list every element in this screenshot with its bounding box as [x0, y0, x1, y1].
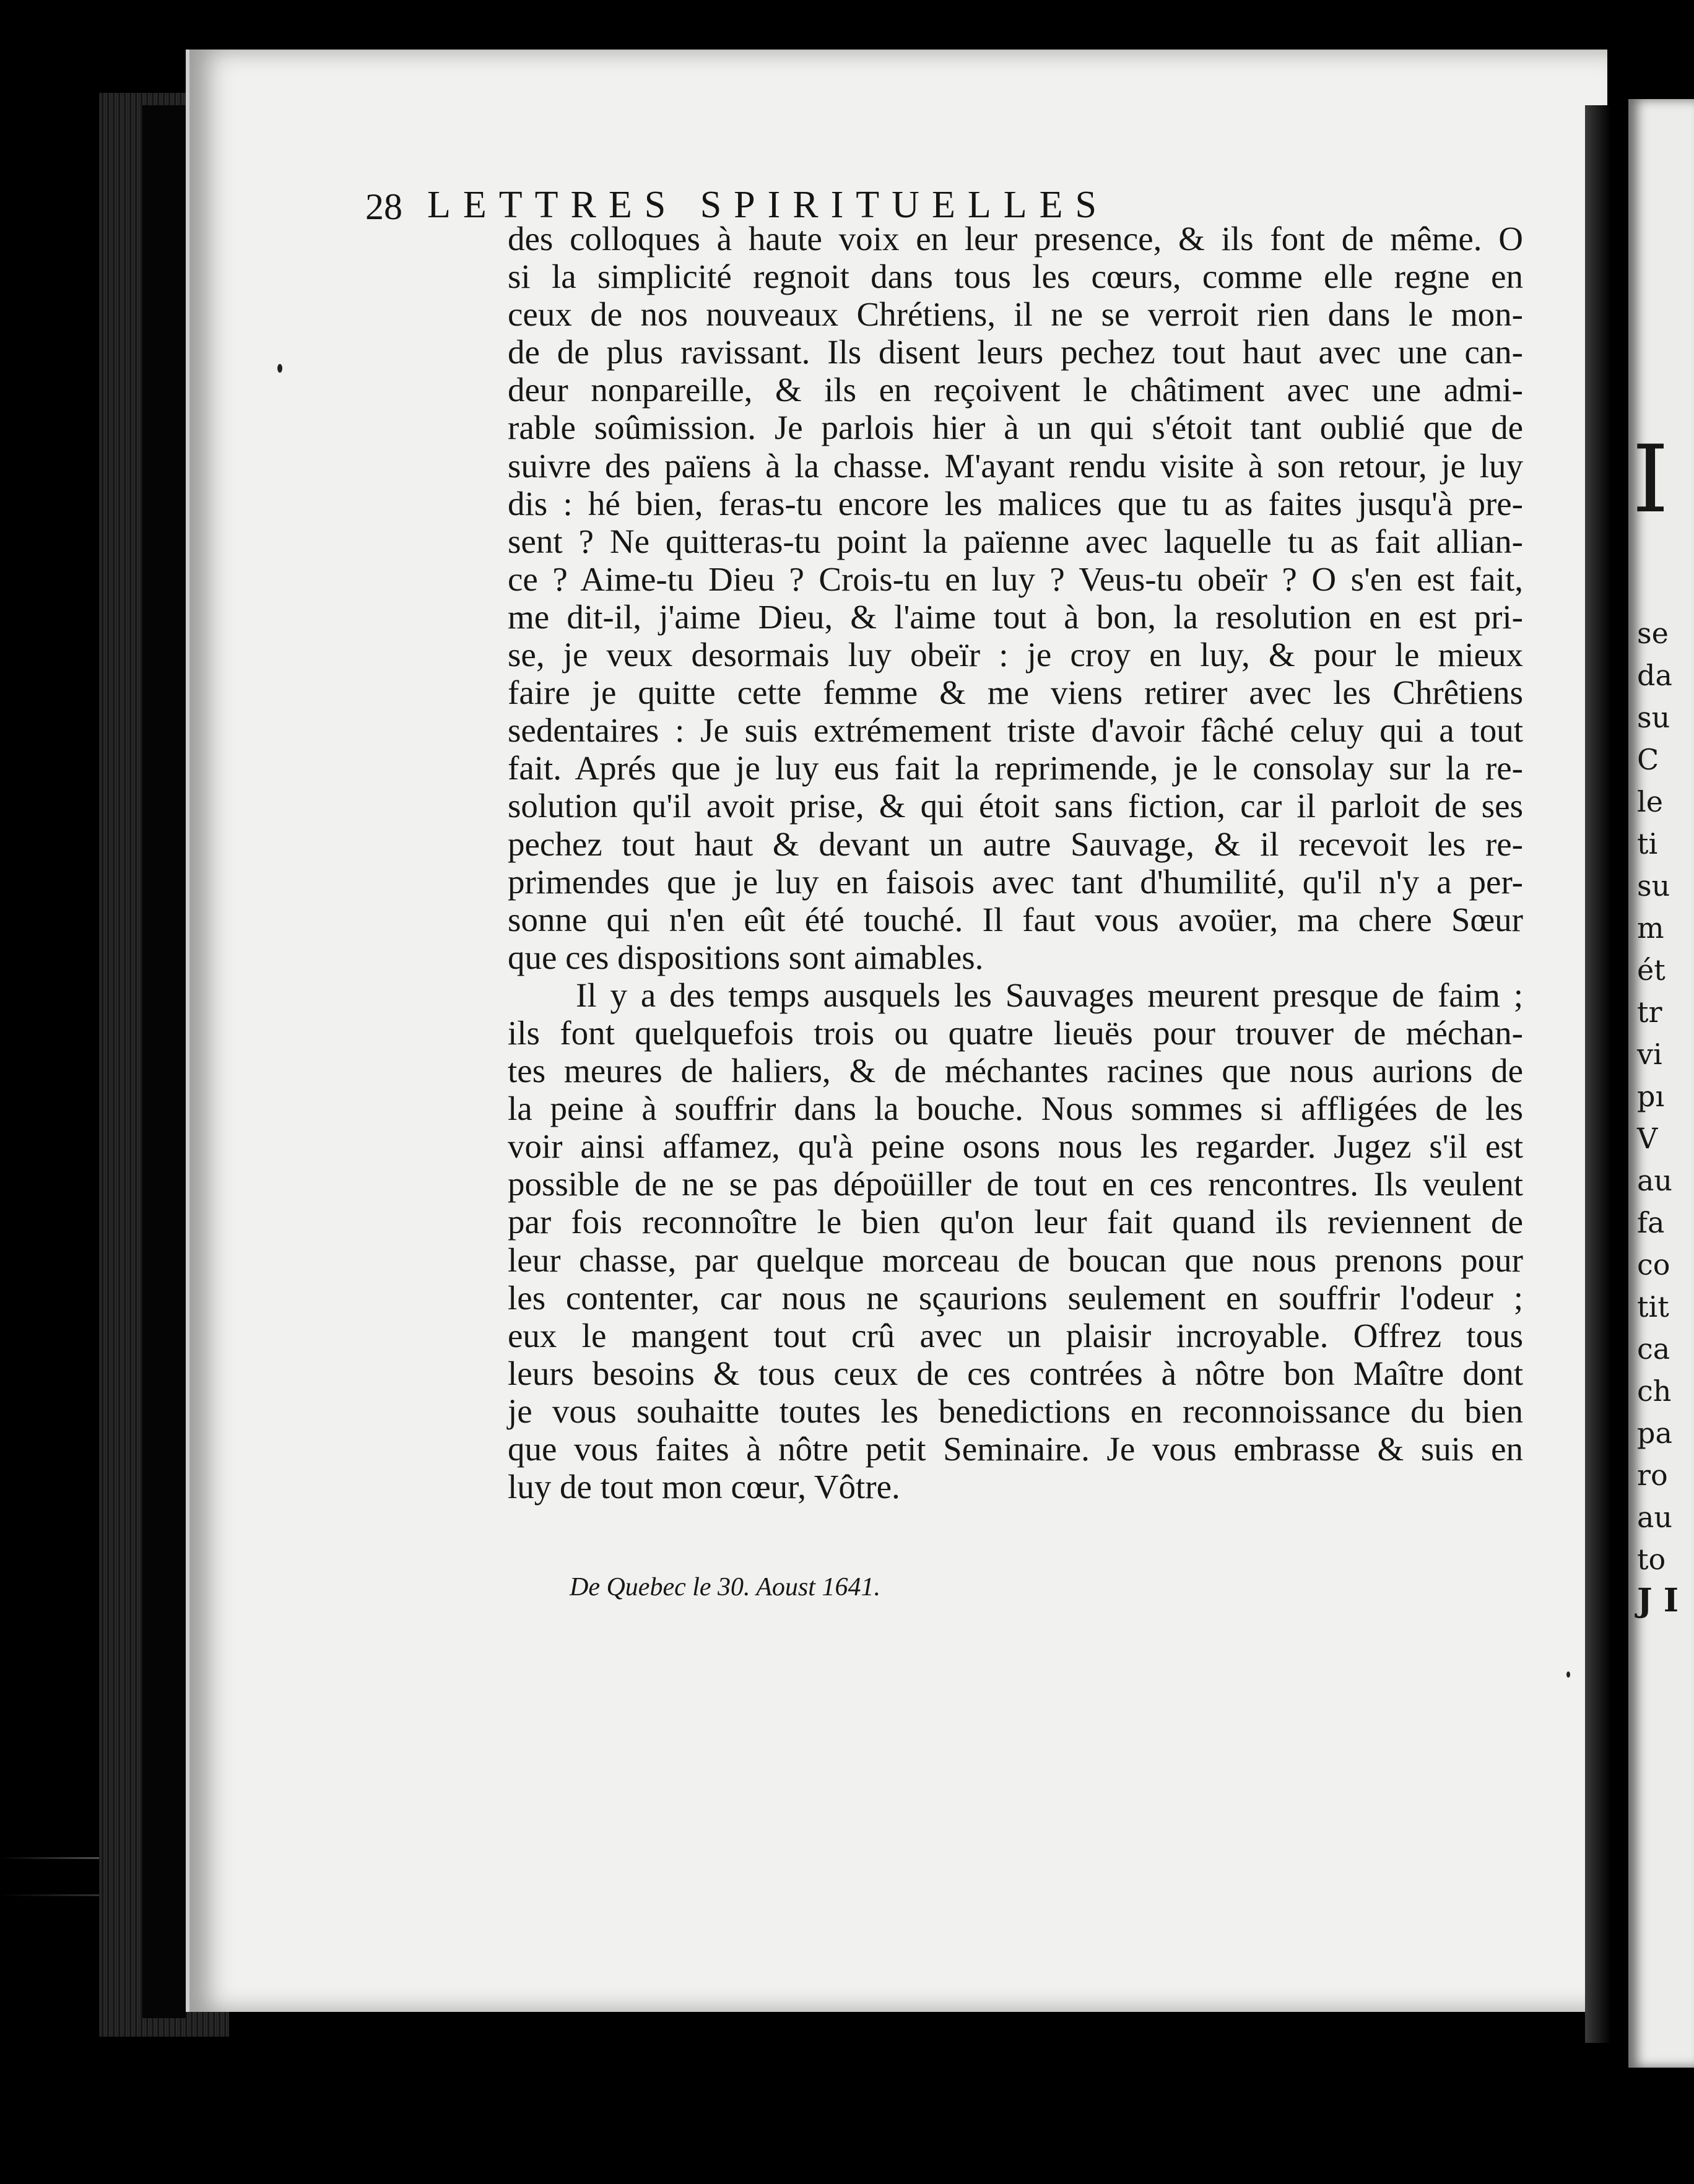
text-line: luy de tout mon cœur, Vôtre. — [508, 1468, 900, 1506]
facing-page-fragment: I — [1632, 426, 1669, 534]
text-line: deur nonpareille, & ils en reçoivent le châtiment avec une admi- — [508, 371, 1523, 409]
facing-page-fragment: le — [1637, 785, 1663, 818]
page-number: 28 — [365, 186, 402, 227]
text-line: je vous souhaitte toutes les benedictions en reconnoissance du bien — [508, 1392, 1523, 1430]
facing-page-fragment: fa — [1637, 1206, 1665, 1239]
text-line: primendes que je luy en faisois avec tant d'humilité, qu'il n'y a per- — [508, 862, 1523, 901]
text-line: sedentaires : Je suis extrémement triste d'avoir fâché celuy qui a tout — [508, 711, 1523, 750]
text-line: ils font quelquefois trois ou quatre lieuës pour trouver de méchan- — [508, 1013, 1523, 1052]
text-line: rable soûmission. Je parlois hier à un qui s'étoit tant oublié que de — [508, 409, 1523, 447]
letter-body — [508, 220, 1523, 1506]
text-line: les contenter, car nous ne sçaurions seulement en souffrir l'odeur ; — [508, 1278, 1523, 1317]
facing-page-fragment: tit — [1637, 1290, 1669, 1324]
text-line: des colloques à haute voix en leur presence, & ils font de même. O — [508, 220, 1523, 258]
text-line: suivre des païens à la chasse. M'ayant rendu visite à son retour, je luy — [508, 446, 1523, 485]
dateline: De Quebec le 30. Aoust 1641. — [570, 1573, 880, 1601]
facing-page-fragment: ro — [1637, 1458, 1668, 1492]
facing-page-fragment: m — [1637, 911, 1664, 945]
text-line: que vous faites à nôtre petit Seminaire. Je vous embrasse & suis en — [508, 1430, 1523, 1468]
text-line: pechez tout haut & devant un autre Sauvage, & il recevoit les re- — [508, 825, 1523, 863]
facing-page-fragment: da — [1637, 659, 1672, 692]
facing-page-fragment: au — [1637, 1501, 1673, 1534]
text-line: dis : hé bien, feras-tu encore les malices que tu as faites jusqu'à pre- — [508, 484, 1523, 522]
facing-page-fragment: J I — [1637, 1582, 1679, 1619]
text-line: par fois reconnoître le bien qu'on leur fait quand ils reviennent de — [508, 1203, 1523, 1241]
facing-page-fragment: ch — [1637, 1374, 1672, 1408]
facing-page-fragment: ti — [1637, 827, 1658, 860]
text-line: possible de ne se pas dépoüiller de tout en ces rencontres. Ils veulent — [508, 1165, 1523, 1203]
facing-page-fragment: su — [1637, 701, 1670, 734]
facing-page-fragment: pı — [1637, 1080, 1665, 1113]
text-line: sonne qui n'en eût été touché. Il faut vous avoüer, ma chere Sœur — [508, 900, 1523, 938]
binding-shadow — [142, 105, 186, 2018]
facing-page-fragment: vi — [1637, 1038, 1662, 1071]
text-line: voir ainsi affamez, qu'à peine osons nous les regarder. Jugez s'il est — [508, 1127, 1523, 1166]
text-line: si la simplicité regnoit dans tous les cœurs, comme elle regne en — [508, 258, 1523, 296]
facing-page-fragment: V — [1637, 1122, 1658, 1155]
text-line: faire je quitte cette femme & me viens retirer avec les Chrêtiens — [508, 674, 1523, 712]
facing-page-fragment: pa — [1637, 1416, 1672, 1450]
text-line: fait. Aprés que je luy eus fait la reprimende, je le consolay sur la re- — [508, 749, 1523, 787]
ink-speck — [1566, 1671, 1570, 1678]
facing-page-edge — [1628, 99, 1694, 2068]
text-line: solution qu'il avoit prise, & qui étoit sans fiction, car il parloit de ses — [508, 787, 1523, 825]
text-line: tes meures de haliers, & de méchantes racines que nous aurions de — [508, 1052, 1523, 1090]
text-line: ce ? Aime-tu Dieu ? Crois-tu en luy ? Veus-tu obeïr ? O s'en est fait, — [508, 560, 1523, 598]
text-line: sent ? Ne quitteras-tu point la païenne avec laquelle tu as fait allian- — [508, 522, 1523, 560]
page-gutter — [1585, 105, 1628, 2043]
text-line: leurs besoins & tous ceux de ces contrées à nôtre bon Maître dont — [508, 1354, 1523, 1392]
text-line: se, je veux desormais luy obeïr : je croy en luy, & pour le mieux — [508, 636, 1523, 674]
facing-page-fragment: to — [1637, 1543, 1666, 1576]
text-line: la peine à souffrir dans la bouche. Nous sommes si affligées de les — [508, 1090, 1523, 1128]
text-line: eux le mangent tout crû avec un plaisir incroyable. Offrez tous — [508, 1316, 1523, 1354]
facing-page-fragment: ét — [1637, 953, 1666, 987]
facing-page-fragment: su — [1637, 869, 1670, 903]
text-line: ceux de nos nouveaux Chrétiens, il ne se verroit rien dans le mon- — [508, 295, 1523, 334]
text-line: de de plus ravissant. Ils disent leurs pechez tout haut avec une can- — [508, 333, 1523, 371]
facing-page-fragment: co — [1637, 1248, 1670, 1281]
text-line: Il y a des temps ausquels les Sauvages meurent presque de faim ; — [576, 976, 1523, 1014]
facing-page-fragment: se — [1637, 617, 1669, 650]
facing-page-fragment: ca — [1637, 1332, 1670, 1366]
text-line: que ces dispositions sont aimables. — [508, 938, 984, 976]
facing-page-fragment: au — [1637, 1164, 1673, 1197]
text-line: leur chasse, par quelque morceau de boucan que nous prenons pour — [508, 1241, 1523, 1279]
facing-page-fragment: C — [1637, 743, 1659, 776]
facing-page-fragment: tr — [1637, 995, 1662, 1029]
ink-speck — [277, 364, 282, 373]
page-title: LETTRES SPIRITUELLES — [427, 184, 1109, 226]
text-line: me dit-il, j'aime Dieu, & l'aime tout à bon, la resolution en est pri- — [508, 597, 1523, 636]
